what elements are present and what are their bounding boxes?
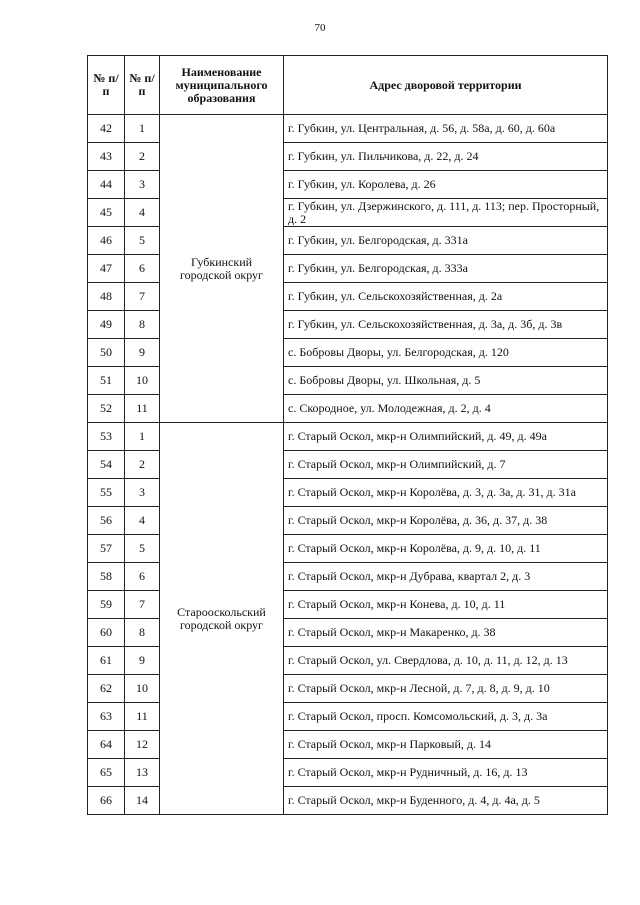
address-cell: г. Губкин, ул. Пильчикова, д. 22, д. 24 (284, 143, 608, 171)
row-number: 59 (88, 591, 125, 619)
row-sub-number: 10 (125, 367, 160, 395)
address-cell: г. Губкин, ул. Королева, д. 26 (284, 171, 608, 199)
address-cell: г. Старый Оскол, мкр-н Рудничный, д. 16, д. 13 (284, 759, 608, 787)
row-sub-number: 6 (125, 255, 160, 283)
address-cell: с. Бобровы Дворы, ул. Школьная, д. 5 (284, 367, 608, 395)
row-sub-number: 6 (125, 563, 160, 591)
municipality-name: Старооскольский городской округ (160, 423, 284, 815)
row-sub-number: 12 (125, 731, 160, 759)
row-sub-number: 13 (125, 759, 160, 787)
address-cell: г. Старый Оскол, мкр-н Буденного, д. 4, д. 4а, д. 5 (284, 787, 608, 815)
row-sub-number: 2 (125, 143, 160, 171)
row-number: 64 (88, 731, 125, 759)
row-number: 61 (88, 647, 125, 675)
row-sub-number: 4 (125, 199, 160, 227)
address-cell: г. Старый Оскол, мкр-н Олимпийский, д. 7 (284, 451, 608, 479)
row-number: 42 (88, 115, 125, 143)
address-cell: г. Губкин, ул. Сельскохозяйственная, д. 2а (284, 283, 608, 311)
table-row (88, 115, 608, 143)
row-sub-number: 4 (125, 507, 160, 535)
row-sub-number: 3 (125, 479, 160, 507)
address-cell: г. Старый Оскол, мкр-н Королёва, д. 9, д. 10, д. 11 (284, 535, 608, 563)
row-sub-number: 7 (125, 283, 160, 311)
row-sub-number: 10 (125, 675, 160, 703)
row-sub-number: 9 (125, 339, 160, 367)
address-cell: г. Старый Оскол, мкр-н Королёва, д. 3, д. 3а, д. 31, д. 31а (284, 479, 608, 507)
row-sub-number: 8 (125, 311, 160, 339)
row-sub-number: 1 (125, 423, 160, 451)
row-number: 62 (88, 675, 125, 703)
address-cell: г. Губкин, ул. Дзержинского, д. 111, д. 113; пер. Просторный, д. 2 (284, 199, 608, 227)
row-sub-number: 5 (125, 227, 160, 255)
municipality-name: Губкинский городской округ (160, 115, 284, 423)
address-cell: г. Старый Оскол, мкр-н Парковый, д. 14 (284, 731, 608, 759)
row-number: 46 (88, 227, 125, 255)
row-number: 48 (88, 283, 125, 311)
addresses-table (87, 55, 608, 815)
address-cell: г. Губкин, ул. Белгородская, д. 331а (284, 227, 608, 255)
address-cell: г. Губкин, ул. Белгородская, д. 333а (284, 255, 608, 283)
table-row (88, 423, 608, 451)
address-cell: г. Губкин, ул. Центральная, д. 56, д. 58а, д. 60, д. 60а (284, 115, 608, 143)
row-number: 58 (88, 563, 125, 591)
row-number: 60 (88, 619, 125, 647)
row-number: 50 (88, 339, 125, 367)
row-number: 63 (88, 703, 125, 731)
row-number: 45 (88, 199, 125, 227)
address-cell: с. Бобровы Дворы, ул. Белгородская, д. 120 (284, 339, 608, 367)
address-cell: г. Старый Оскол, мкр-н Конева, д. 10, д. 11 (284, 591, 608, 619)
row-sub-number: 8 (125, 619, 160, 647)
row-number: 47 (88, 255, 125, 283)
row-number: 55 (88, 479, 125, 507)
row-number: 57 (88, 535, 125, 563)
row-sub-number: 1 (125, 115, 160, 143)
row-number: 54 (88, 451, 125, 479)
row-number: 51 (88, 367, 125, 395)
address-cell: г. Губкин, ул. Сельскохозяйственная, д. 3а, д. 3б, д. 3в (284, 311, 608, 339)
row-sub-number: 11 (125, 703, 160, 731)
row-number: 53 (88, 423, 125, 451)
row-number: 65 (88, 759, 125, 787)
table-header-row (88, 56, 608, 115)
row-sub-number: 2 (125, 451, 160, 479)
row-sub-number: 3 (125, 171, 160, 199)
row-number: 66 (88, 787, 125, 815)
header-address: Адрес дворовой территории (284, 56, 608, 115)
address-cell: г. Старый Оскол, мкр-н Олимпийский, д. 49, д. 49а (284, 423, 608, 451)
row-sub-number: 14 (125, 787, 160, 815)
table-body (88, 115, 608, 815)
header-sub-number: № п/п (125, 56, 160, 115)
row-number: 52 (88, 395, 125, 423)
address-cell: г. Старый Оскол, мкр-н Королёва, д. 36, д. 37, д. 38 (284, 507, 608, 535)
header-number: № п/п (88, 56, 125, 115)
row-number: 43 (88, 143, 125, 171)
row-sub-number: 5 (125, 535, 160, 563)
address-cell: г. Старый Оскол, мкр-н Макаренко, д. 38 (284, 619, 608, 647)
header-municipality: Наименование муниципального образования (160, 56, 284, 115)
row-sub-number: 11 (125, 395, 160, 423)
page-number: 70 (314, 22, 326, 34)
address-cell: г. Старый Оскол, ул. Свердлова, д. 10, д. 11, д. 12, д. 13 (284, 647, 608, 675)
address-cell: г. Старый Оскол, мкр-н Дубрава, квартал 2, д. 3 (284, 563, 608, 591)
row-sub-number: 7 (125, 591, 160, 619)
address-cell: г. Старый Оскол, просп. Комсомольский, д. 3, д. 3а (284, 703, 608, 731)
address-cell: г. Старый Оскол, мкр-н Лесной, д. 7, д. 8, д. 9, д. 10 (284, 675, 608, 703)
address-cell: с. Скородное, ул. Молодежная, д. 2, д. 4 (284, 395, 608, 423)
row-sub-number: 9 (125, 647, 160, 675)
row-number: 49 (88, 311, 125, 339)
row-number: 44 (88, 171, 125, 199)
row-number: 56 (88, 507, 125, 535)
